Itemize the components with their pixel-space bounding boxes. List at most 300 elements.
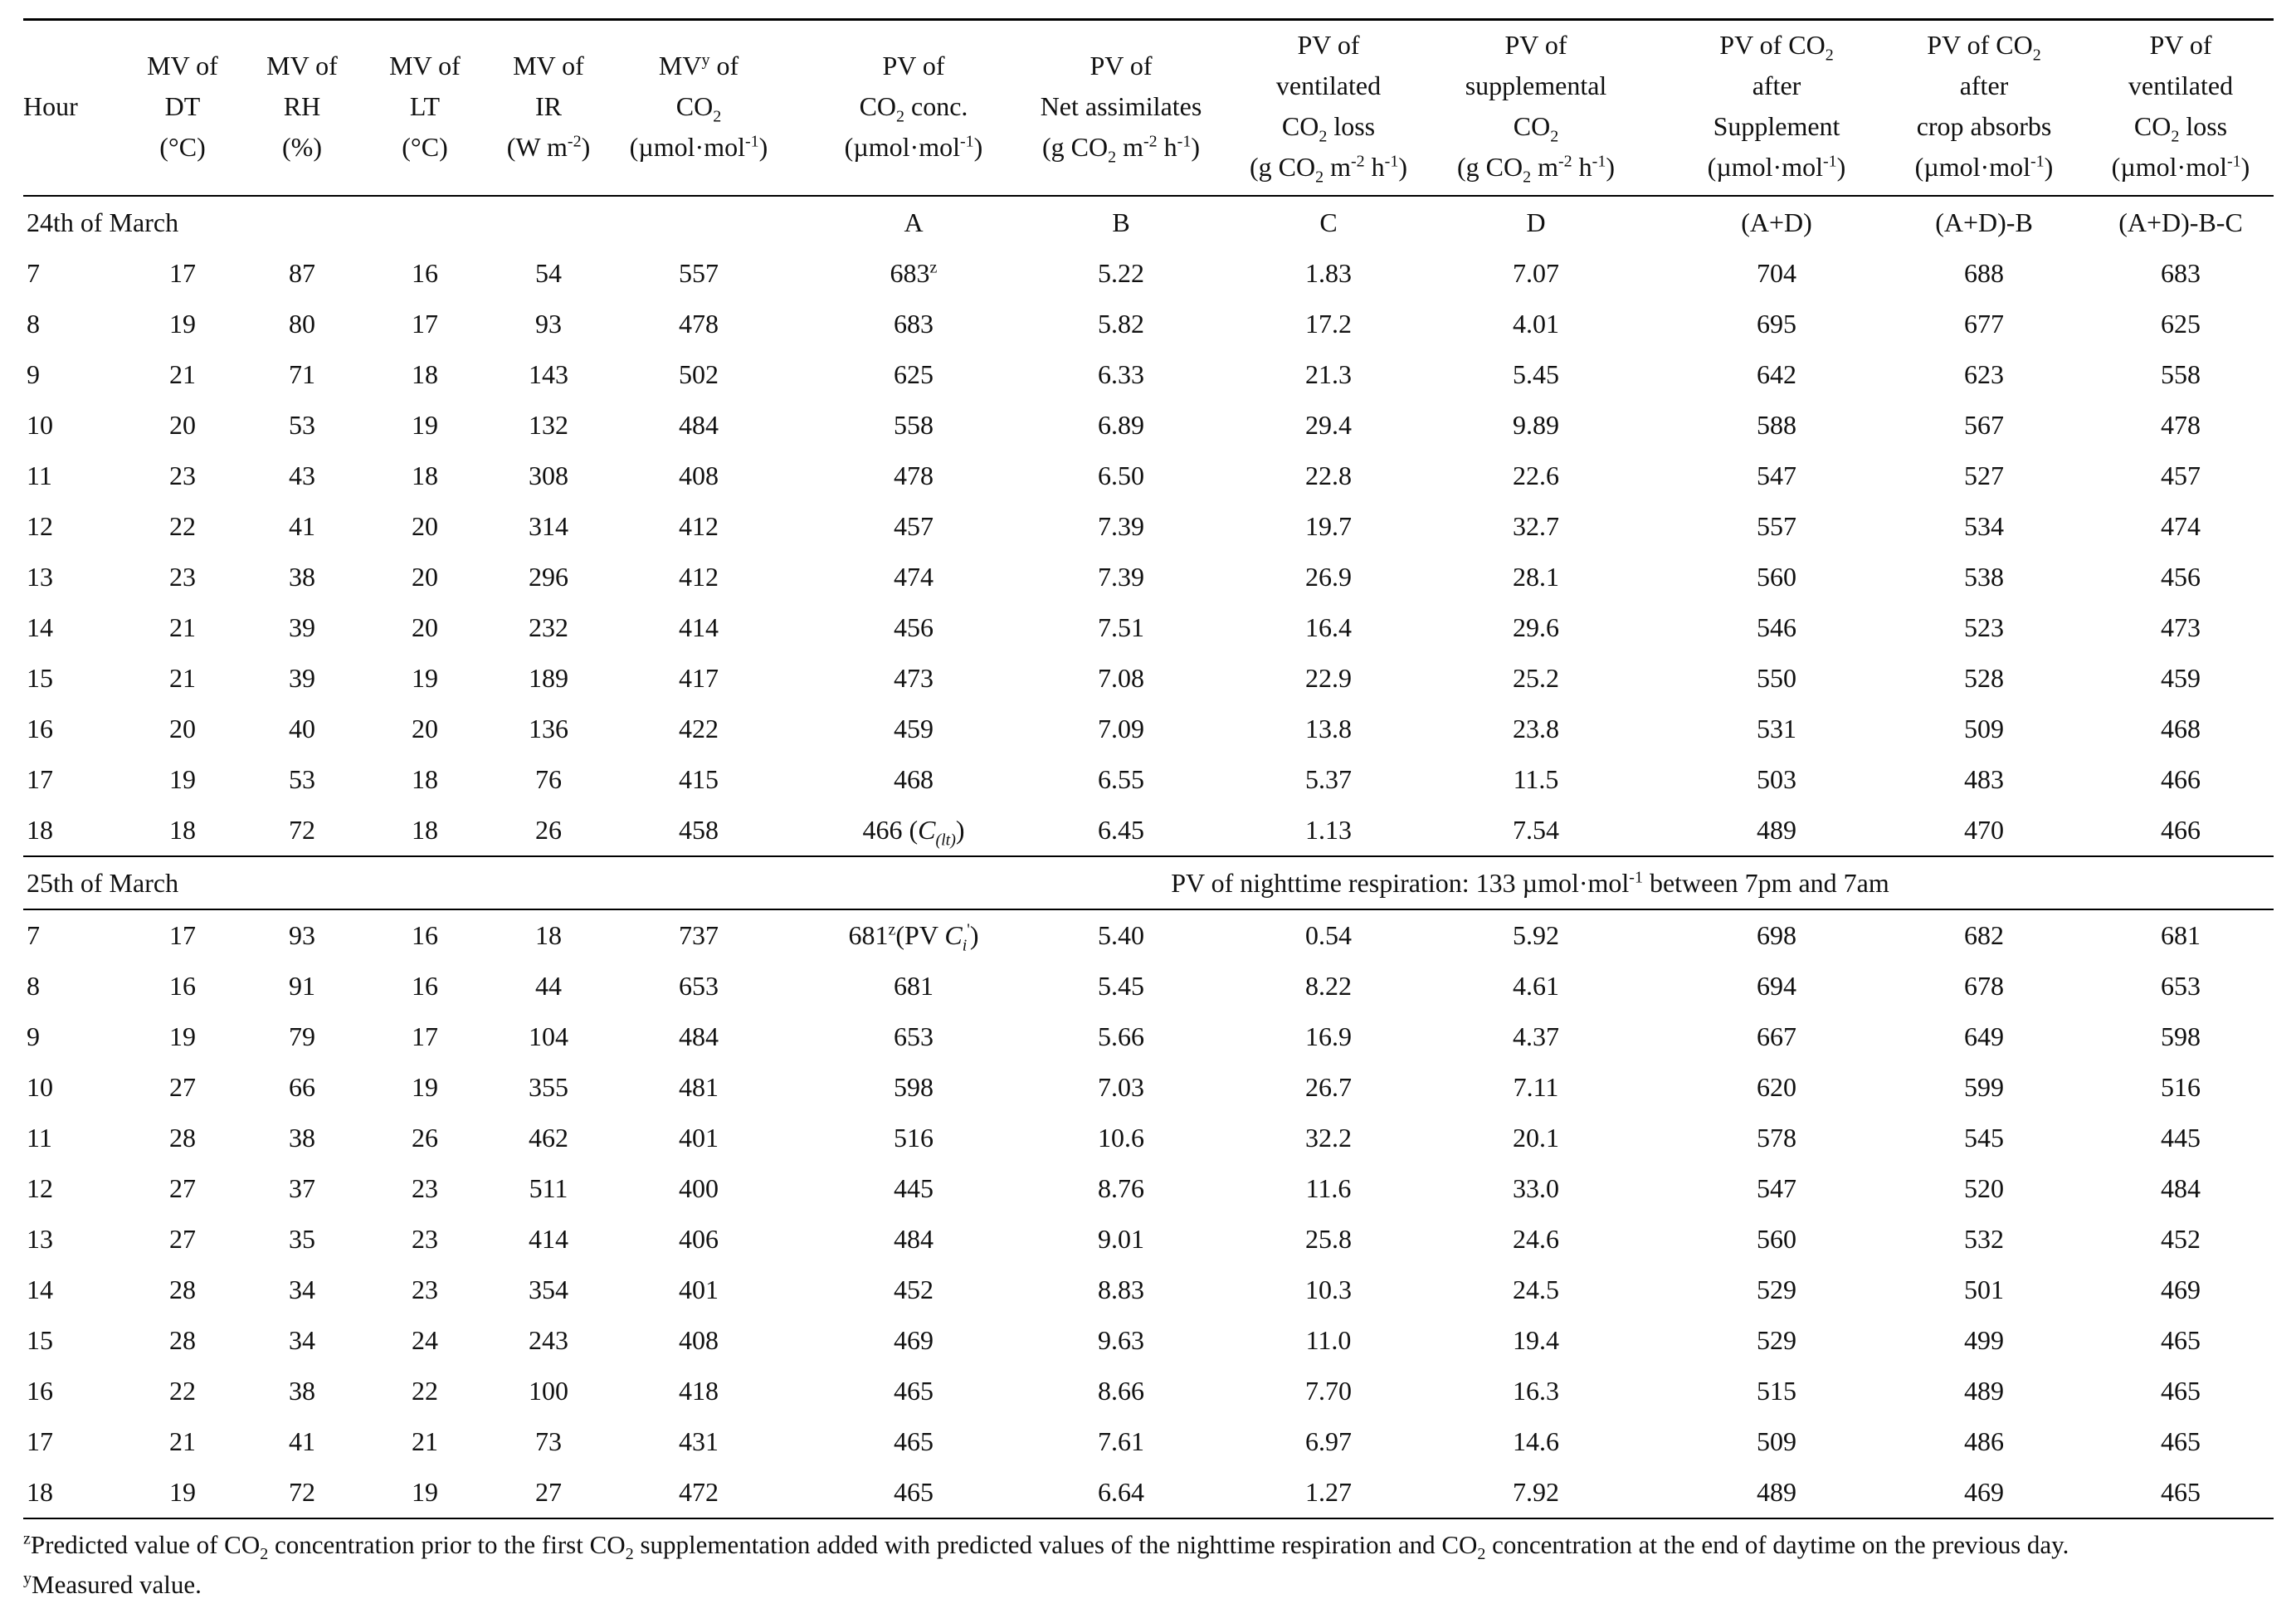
section-row-day1 [23,196,2274,248]
cell-pv-ventilated-loss-umol: 484 [2161,1173,2201,1203]
column-gap [787,248,810,299]
cell-hour: 18 [23,1467,124,1518]
table-row [23,653,2274,704]
cell-mv-rh: 93 [241,909,363,961]
cell-mv-co2: 472 [611,1467,787,1518]
column-gap [787,1265,810,1315]
column-gap [787,552,810,602]
cell-pv-after-crop: 483 [1964,764,2004,794]
cell-pv-after-crop: 499 [1964,1325,2004,1355]
cell-pv-net-assimilates: 8.66 [1098,1376,1144,1406]
cell-mv-lt: 23 [412,1275,438,1304]
column-gap [787,1062,810,1113]
footnotes [23,1525,2274,1605]
cell-mv-dt: 21 [169,612,196,642]
cell-mv-co2: 557 [679,258,719,288]
cell-pv-ventilated-loss: 32.2 [1305,1123,1352,1153]
table-row [23,1214,2274,1265]
cell-pv-net-assimilates: 7.61 [1098,1426,1144,1456]
cell-pv-co2-conc: 683 [894,309,934,339]
cell-pv-after-crop: 470 [1964,815,2004,845]
cell-pv-ventilated-loss: 26.7 [1305,1072,1352,1102]
cell-hour: 8 [27,971,40,1001]
cell-pv-co2-conc: 653 [894,1021,934,1051]
cell-pv-supplemental: 19.4 [1513,1325,1559,1355]
cell-pv-after-supplement: 515 [1757,1376,1796,1406]
column-gap [787,299,810,349]
cell-pv-net-assimilates: 8.76 [1098,1173,1144,1203]
cell-mv-dt: 20 [169,714,196,743]
cell-pv-after-supplement: 546 [1757,612,1796,642]
cell-mv-dt: 19 [169,1021,196,1051]
cell-mv-dt: 17 [169,258,196,288]
cell-mv-dt: 19 [124,1467,241,1518]
header-pv-co2-conc: PV of $CO_2$ conc. (µmol·mol$^{-1}$) [810,20,1017,197]
cell-pv-supplemental: 4.37 [1513,1021,1559,1051]
cell-pv-net-assimilates: 6.55 [1098,764,1144,794]
cell-mv-lt: 19 [412,1072,438,1102]
cell-mv-dt: 21 [169,1426,196,1456]
cell-pv-supplemental: 32.7 [1513,511,1559,541]
cell-mv-ir: 136 [529,714,568,743]
cell-mv-lt: 24 [412,1325,438,1355]
cell-pv-co2-conc: 465 [894,1426,934,1456]
cell-pv-ventilated-loss: 29.4 [1305,410,1352,440]
cell-mv-ir: 54 [535,258,562,288]
cell-mv-rh: 80 [289,309,315,339]
cell-mv-lt: 19 [412,663,438,693]
cell-mv-ir: 44 [535,971,562,1001]
cell-pv-ventilated-loss-umol: 469 [2161,1275,2201,1304]
table-row [23,501,2274,552]
cell-pv-ventilated-loss: 22.9 [1305,663,1352,693]
column-gap [787,1163,810,1214]
cell-mv-dt: 23 [169,461,196,490]
cell-pv-after-crop: 599 [1964,1072,2004,1102]
cell-mv-lt: 22 [412,1376,438,1406]
cell-pv-ventilated-loss-umol: 625 [2161,309,2201,339]
code-d: D [1432,196,1640,248]
cell-pv-after-crop: 534 [1964,511,2004,541]
cell-mv-ir: 26 [535,815,562,845]
cell-pv-co2-conc: 474 [894,562,934,592]
cell-mv-rh: 38 [289,1376,315,1406]
cell-pv-ventilated-loss: 16.9 [1305,1021,1352,1051]
cell-pv-after-crop: 538 [1964,562,2004,592]
column-gap [1640,1366,1673,1416]
cell-mv-lt: 19 [363,1467,486,1518]
cell-pv-supplemental: 28.1 [1513,562,1559,592]
cell-pv-after-crop: 509 [1964,714,2004,743]
cell-pv-co2-conc: 683$^z$ [890,258,938,288]
cell-hour: 8 [27,309,40,339]
cell-pv-ventilated-loss: 25.8 [1305,1224,1352,1254]
column-gap [787,1214,810,1265]
cell-mv-dt: 28 [169,1275,196,1304]
cell-pv-ventilated-loss: 6.97 [1305,1426,1352,1456]
footnote-y: $^y$Measured value. [23,1569,202,1599]
header-hour: Hour [23,20,124,197]
cell-pv-supplemental: 4.01 [1513,309,1559,339]
table-row [23,1315,2274,1366]
cell-mv-co2: 484 [679,1021,719,1051]
cell-mv-dt: 20 [169,410,196,440]
cell-pv-ventilated-loss: 1.83 [1305,258,1352,288]
cell-hour: 9 [27,359,40,389]
cell-pv-co2-conc: 558 [894,410,934,440]
cell-mv-ir: 296 [529,562,568,592]
code-c: C [1225,196,1432,248]
table-row [23,1113,2274,1163]
cell-mv-ir: 511 [529,1173,568,1203]
cell-mv-lt: 20 [412,511,438,541]
cell-pv-after-crop: 469 [1880,1467,2088,1518]
cell-pv-after-crop: 523 [1964,612,2004,642]
cell-mv-ir: 414 [529,1224,568,1254]
cell-mv-co2: 412 [679,511,719,541]
cell-pv-supplemental: 5.92 [1432,909,1640,961]
cell-pv-after-supplement: 695 [1757,309,1796,339]
cell-hour: 12 [27,1173,53,1203]
column-gap [1640,552,1673,602]
cell-mv-co2: 412 [679,562,719,592]
cell-pv-supplemental: 24.6 [1513,1224,1559,1254]
cell-pv-after-supplement: 704 [1757,258,1796,288]
cell-mv-dt: 16 [169,971,196,1001]
cell-pv-after-supplement: 560 [1757,1224,1796,1254]
cell-pv-net-assimilates: 6.50 [1098,461,1144,490]
cell-mv-lt: 20 [412,714,438,743]
table-row [23,1467,2274,1518]
cell-mv-ir: 355 [529,1072,568,1102]
cell-pv-net-assimilates: 5.66 [1098,1021,1144,1051]
cell-pv-net-assimilates: 5.22 [1098,258,1144,288]
cell-pv-ventilated-loss-umol: 474 [2161,511,2201,541]
cell-pv-net-assimilates: 5.45 [1098,971,1144,1001]
cell-pv-ventilated-loss-umol: 465 [2161,1426,2201,1456]
cell-pv-net-assimilates: 7.09 [1098,714,1144,743]
table-row [23,451,2274,501]
cell-mv-rh: 71 [289,359,315,389]
cell-pv-after-crop: 682 [1880,909,2088,961]
cell-pv-ventilated-loss-umol: 468 [2161,714,2201,743]
cell-pv-ventilated-loss: 21.3 [1305,359,1352,389]
cell-pv-net-assimilates: 6.89 [1098,410,1144,440]
cell-pv-after-supplement: 694 [1757,971,1796,1001]
cell-pv-after-supplement: 531 [1757,714,1796,743]
cell-pv-after-crop: 678 [1964,971,2004,1001]
cell-pv-net-assimilates: 7.03 [1098,1072,1144,1102]
cell-hour: 16 [27,714,53,743]
cell-pv-ventilated-loss-umol: 452 [2161,1224,2201,1254]
table-row [23,1265,2274,1315]
column-gap [787,1467,810,1518]
cell-pv-ventilated-loss-umol: 457 [2161,461,2201,490]
column-gap [1640,1265,1673,1315]
cell-mv-lt: 18 [412,359,438,389]
table-row [23,1366,2274,1416]
table-row [23,602,2274,653]
cell-pv-co2-conc: 598 [894,1072,934,1102]
cell-mv-ir: 143 [529,359,568,389]
column-gap [1640,653,1673,704]
column-gap [1640,602,1673,653]
column-gap [1640,248,1673,299]
cell-pv-supplemental: 20.1 [1513,1123,1559,1153]
cell-mv-ir: 189 [529,663,568,693]
cell-mv-rh: 39 [289,612,315,642]
cell-pv-co2-conc: 478 [894,461,934,490]
cell-mv-ir: 243 [529,1325,568,1355]
header-pv-after-crop: PV of $CO_2$ after crop absorbs (µmol·mol$^{-1}$) [1880,20,2088,197]
cell-hour: 7 [27,258,40,288]
cell-pv-net-assimilates: 7.51 [1098,612,1144,642]
header-pv-ventilated-loss-umol: PV of ventilated $CO_2$ loss (µmol·mol$^{-1}$) [2088,20,2274,197]
cell-pv-ventilated-loss: 17.2 [1305,309,1352,339]
cell-pv-supplemental: 25.2 [1513,663,1559,693]
cell-pv-net-assimilates: 8.83 [1098,1275,1144,1304]
cell-pv-net-assimilates: 6.64 [1017,1467,1225,1518]
cell-mv-lt: 16 [363,909,486,961]
table-row [23,805,2274,856]
cell-pv-after-crop: 489 [1964,1376,2004,1406]
cell-pv-ventilated-loss-umol: 465 [2161,1325,2201,1355]
cell-pv-ventilated-loss: 8.22 [1305,971,1352,1001]
cell-pv-after-supplement: 509 [1757,1426,1796,1456]
cell-hour: 11 [27,1123,52,1153]
cell-mv-ir: 27 [486,1467,611,1518]
cell-pv-co2-conc: 459 [894,714,934,743]
cell-pv-ventilated-loss: 5.37 [1305,764,1352,794]
code-a-plus-d-minus-b: (A+D)-B [1880,196,2088,248]
cell-pv-net-assimilates: 7.39 [1098,562,1144,592]
cell-pv-after-supplement: 489 [1757,815,1796,845]
cell-pv-co2-conc: 465 [810,1467,1017,1518]
header-pv-after-supplement: PV of $CO_2$ after Supplement (µmol·mol$^{-1}$) [1673,20,1880,197]
cell-mv-ir: 73 [535,1426,562,1456]
cell-mv-dt: 19 [169,764,196,794]
table-row [23,909,2274,961]
cell-mv-rh: 38 [289,562,315,592]
cell-pv-supplemental: 23.8 [1513,714,1559,743]
cell-pv-after-crop: 623 [1964,359,2004,389]
code-a-plus-d-minus-b-c: (A+D)-B-C [2088,196,2274,248]
cell-mv-rh: 91 [289,971,315,1001]
cell-pv-after-supplement: 550 [1757,663,1796,693]
cell-pv-net-assimilates: 6.45 [1098,815,1144,845]
header-mv-rh: MV of RH (%) [241,20,363,197]
cell-pv-supplemental: 7.54 [1513,815,1559,845]
cell-pv-ventilated-loss-umol: 558 [2161,359,2201,389]
column-gap [1640,1113,1673,1163]
cell-pv-ventilated-loss-umol: 516 [2161,1072,2201,1102]
cell-hour: 13 [27,1224,53,1254]
cell-mv-dt: 22 [169,1376,196,1406]
cell-pv-co2-conc: 468 [894,764,934,794]
cell-pv-co2-conc: 681$^z$(PV $C_i'$) [810,909,1017,961]
cell-pv-after-supplement: 578 [1757,1123,1796,1153]
cell-pv-ventilated-loss: 13.8 [1305,714,1352,743]
cell-pv-ventilated-loss-umol: 466 [2161,764,2201,794]
cell-pv-ventilated-loss: 22.8 [1305,461,1352,490]
cell-mv-dt: 27 [169,1173,196,1203]
cell-mv-ir: 100 [529,1376,568,1406]
column-gap [1640,400,1673,451]
table-row [23,1011,2274,1062]
table-wrapper [23,18,2274,1519]
cell-mv-dt: 21 [169,359,196,389]
cell-mv-co2: 458 [679,815,719,845]
cell-hour: 17 [27,1426,53,1456]
cell-pv-supplemental: 14.6 [1513,1426,1559,1456]
cell-pv-ventilated-loss-umol: 653 [2161,971,2201,1001]
cell-mv-dt: 18 [169,815,196,845]
cell-pv-ventilated-loss-umol: 445 [2161,1123,2201,1153]
cell-mv-co2: 406 [679,1224,719,1254]
cell-mv-rh: 41 [289,511,315,541]
cell-pv-after-supplement: 698 [1673,909,1880,961]
day1-label: 24th of March [23,196,787,248]
header-pv-ventilated-loss: PV of ventilated $CO_2$ loss (g $CO_2$ $m^{-2}$ $h^{-1}$) [1225,20,1432,197]
cell-pv-ventilated-loss: 1.13 [1305,815,1352,845]
table-row [23,961,2274,1011]
column-gap [1640,299,1673,349]
cell-pv-net-assimilates: 10.6 [1098,1123,1144,1153]
cell-pv-co2-conc: 469 [894,1325,934,1355]
cell-pv-after-supplement: 547 [1757,461,1796,490]
column-gap [1640,1467,1673,1518]
cell-pv-after-supplement: 529 [1757,1325,1796,1355]
cell-hour: 15 [27,1325,53,1355]
column-gap [1640,1163,1673,1214]
table-row [23,754,2274,805]
cell-mv-dt: 28 [169,1123,196,1153]
cell-pv-ventilated-loss-umol: 478 [2161,410,2201,440]
cell-mv-rh: 79 [289,1021,315,1051]
cell-pv-after-crop: 486 [1964,1426,2004,1456]
cell-mv-ir: 308 [529,461,568,490]
column-gap [787,1416,810,1467]
cell-mv-co2: 481 [679,1072,719,1102]
column-gap [1640,1062,1673,1113]
cell-pv-ventilated-loss: 7.70 [1305,1376,1352,1406]
cell-pv-net-assimilates: 7.39 [1098,511,1144,541]
table-row [23,299,2274,349]
cell-pv-net-assimilates: 5.82 [1098,309,1144,339]
cell-pv-co2-conc: 452 [894,1275,934,1304]
cell-mv-co2: 408 [679,461,719,490]
cell-pv-after-supplement: 667 [1757,1021,1796,1051]
column-gap [1640,805,1673,856]
cell-hour: 14 [27,612,53,642]
cell-mv-co2: 422 [679,714,719,743]
cell-mv-ir: 18 [486,909,611,961]
cell-pv-ventilated-loss: 16.4 [1305,612,1352,642]
cell-pv-after-supplement: 642 [1757,359,1796,389]
cell-pv-ventilated-loss-umol: 598 [2161,1021,2201,1051]
cell-pv-after-supplement: 560 [1757,562,1796,592]
column-gap [787,1113,810,1163]
cell-hour: 14 [27,1275,53,1304]
cell-mv-lt: 23 [412,1224,438,1254]
cell-pv-after-crop: 688 [1964,258,2004,288]
cell-mv-lt: 16 [412,258,438,288]
header-mv-co2: $MV^y$ of $CO_2$ (µmol·mol$^{-1}$) [611,20,787,197]
cell-pv-after-crop: 527 [1964,461,2004,490]
cell-mv-lt: 17 [412,309,438,339]
cell-pv-after-crop: 520 [1964,1173,2004,1203]
cell-pv-supplemental: 7.07 [1513,258,1559,288]
cell-pv-supplemental: 29.6 [1513,612,1559,642]
cell-mv-ir: 354 [529,1275,568,1304]
cell-pv-supplemental: 5.45 [1513,359,1559,389]
cell-mv-rh: 38 [289,1123,315,1153]
cell-pv-net-assimilates: 6.33 [1098,359,1144,389]
cell-pv-after-crop: 501 [1964,1275,2004,1304]
cell-pv-after-supplement: 588 [1757,410,1796,440]
cell-hour: 15 [27,663,53,693]
cell-mv-lt: 18 [412,815,438,845]
cell-mv-dt: 27 [169,1224,196,1254]
cell-mv-rh: 72 [241,1467,363,1518]
footnote-z: $^z$Predicted value of $CO_2$ concentration prior to the first $CO_2$ supplementation added with predicted values of the nighttime respiration and $CO_2$ concentration at the end of daytime on the previous day. [23,1529,2069,1564]
cell-mv-co2: 478 [679,309,719,339]
cell-pv-ventilated-loss: 19.7 [1305,511,1352,541]
cell-mv-co2: 431 [679,1426,719,1456]
code-a-plus-d: (A+D) [1673,196,1880,248]
cell-pv-ventilated-loss-umol: 465 [2161,1376,2201,1406]
cell-mv-lt: 20 [412,562,438,592]
cell-pv-ventilated-loss-umol: 473 [2161,612,2201,642]
column-gap [787,602,810,653]
cell-mv-ir: 314 [529,511,568,541]
cell-pv-ventilated-loss-umol: 459 [2161,663,2201,693]
column-gap [787,501,810,552]
cell-mv-co2: 737 [611,909,787,961]
cell-mv-rh: 43 [289,461,315,490]
column-gap [1640,1315,1673,1366]
column-gap [787,704,810,754]
column-gap [787,451,810,501]
cell-mv-lt: 16 [412,971,438,1001]
cell-pv-supplemental: 24.5 [1513,1275,1559,1304]
cell-pv-after-crop: 532 [1964,1224,2004,1254]
column-gap [787,1315,810,1366]
cell-mv-lt: 20 [412,612,438,642]
cell-pv-co2-conc: 465 [894,1376,934,1406]
cell-mv-dt: 28 [169,1325,196,1355]
cell-pv-ventilated-loss-umol: 465 [2088,1467,2274,1518]
column-gap [787,653,810,704]
column-gap [1640,451,1673,501]
cell-pv-after-supplement: 503 [1757,764,1796,794]
column-gap [1640,1416,1673,1467]
cell-hour: 10 [27,410,53,440]
table-row [23,349,2274,400]
cell-hour: 17 [27,764,53,794]
header-pv-net-assimilates: PV of Net assimilates (g $CO_2$ $m^{-2}$ $h^{-1}$) [1017,20,1225,197]
cell-mv-lt: 18 [412,764,438,794]
table-row [23,248,2274,299]
cell-mv-co2: 653 [679,971,719,1001]
cell-pv-after-supplement: 547 [1757,1173,1796,1203]
column-gap [787,1366,810,1416]
cell-pv-after-supplement: 489 [1673,1467,1880,1518]
day2-label: 25th of March [23,856,787,909]
cell-mv-ir: 104 [529,1021,568,1051]
cell-pv-after-crop: 528 [1964,663,2004,693]
cell-mv-ir: 132 [529,410,568,440]
